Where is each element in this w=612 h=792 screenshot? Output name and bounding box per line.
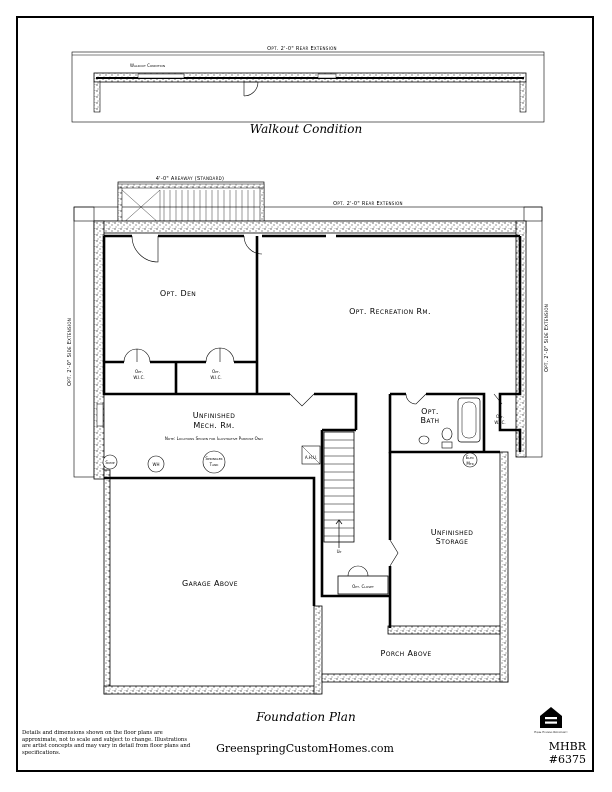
window (318, 74, 336, 78)
closet-label: Opt. Closet (352, 584, 374, 589)
sprinkler-label-1: Sprinkler (205, 456, 223, 461)
toilet-icon (442, 428, 452, 440)
basement-stairs (324, 432, 354, 548)
mech-label-2: Mech. Rm. (193, 421, 235, 430)
door-swing-icon (132, 236, 158, 262)
door-swing-icon (406, 394, 426, 404)
bath-label-1: Opt. (421, 407, 439, 416)
recreation-label: Opt. Recreation Rm. (349, 307, 431, 316)
garage-bottom-wall (104, 686, 320, 694)
door-swing-icon (244, 236, 262, 254)
wic-3-label-1: Opt. (495, 414, 505, 419)
sump-label: Sump (105, 460, 115, 465)
elec-label-2: Mtr (466, 461, 474, 466)
storage-label-2: Storage (435, 537, 469, 546)
disclaimer-text: Details and dimensions shown on the floor plans are approximate, not to scale and subject to change. Illustrations are artist concepts and may vary in detail from floor plans and specifications. (22, 730, 191, 756)
rear-foundation-wall (94, 221, 526, 233)
website-link[interactable]: GreenspringCustomHomes.com (216, 742, 394, 755)
equal-housing-logo (534, 707, 568, 734)
door-swing-icon (206, 348, 234, 362)
eho-text: Equal Housing Opportunity (534, 731, 568, 734)
rear-extension-label: Opt. 2'-0" Rear Extension (333, 201, 403, 207)
door-swing-icon (348, 566, 368, 576)
bathtub-icon (458, 398, 480, 442)
walkout-condition-label: Walkout Condition (130, 63, 166, 68)
door-swing-icon (124, 349, 150, 362)
wic-2-label-1: Opt. (211, 369, 221, 374)
left-side-extension (74, 207, 94, 477)
areaway-label: 4'-0" Areaway (Standard) (155, 176, 225, 182)
wic-1-label-2: W.I.C. (133, 375, 145, 380)
mech-note: Note: Locations Shown for Illustrative Purpose Only (164, 436, 264, 441)
left-foundation-wall (94, 221, 104, 479)
sliding-door (138, 74, 184, 78)
foundation-plan (67, 176, 550, 694)
storage-right-wall (500, 452, 508, 682)
door-swing-icon (244, 82, 258, 96)
foundation-title: Foundation Plan (256, 710, 356, 724)
panel (97, 404, 103, 426)
wic-3-label-2: W.I.C. (494, 420, 506, 425)
right-side-extension (524, 207, 542, 457)
wic-2-label-2: W.I.C. (210, 375, 222, 380)
garage-label: Garage Above (181, 579, 239, 588)
sprinkler-label-2: Tank (209, 462, 219, 467)
door-swing-icon (290, 394, 314, 406)
den-label: Opt. Den (159, 289, 197, 298)
walkout-title: Walkout Condition (249, 122, 363, 136)
garage-left-wall (104, 470, 110, 694)
elec-label-1: Elec (465, 455, 475, 460)
left-side-extension-label: Opt. 2'-0" Side Extension (67, 317, 73, 387)
walkout-condition-plan (72, 46, 544, 122)
stair-up-label: Up (336, 549, 342, 554)
porch-bottom-wall (322, 674, 508, 682)
sink-icon (419, 436, 429, 444)
rear-extension-outline (74, 207, 542, 221)
ahu-label: A.H.U. (304, 455, 318, 460)
wh-label: WH (152, 462, 160, 467)
mech-label-1: Unfinished (192, 411, 236, 420)
porch-label: Porch Above (380, 649, 432, 658)
plan-number: MHBR #6375 (548, 740, 586, 766)
rear-extension-top-label: Opt. 2'-0" Rear Extension (267, 46, 337, 52)
wic-1-label-1: Opt. (134, 369, 144, 374)
right-side-extension-label: Opt. 2'-0" Side Extension (544, 303, 550, 373)
storage-label-1: Unfinished (430, 528, 474, 537)
bath-label-2: Bath (420, 416, 440, 425)
